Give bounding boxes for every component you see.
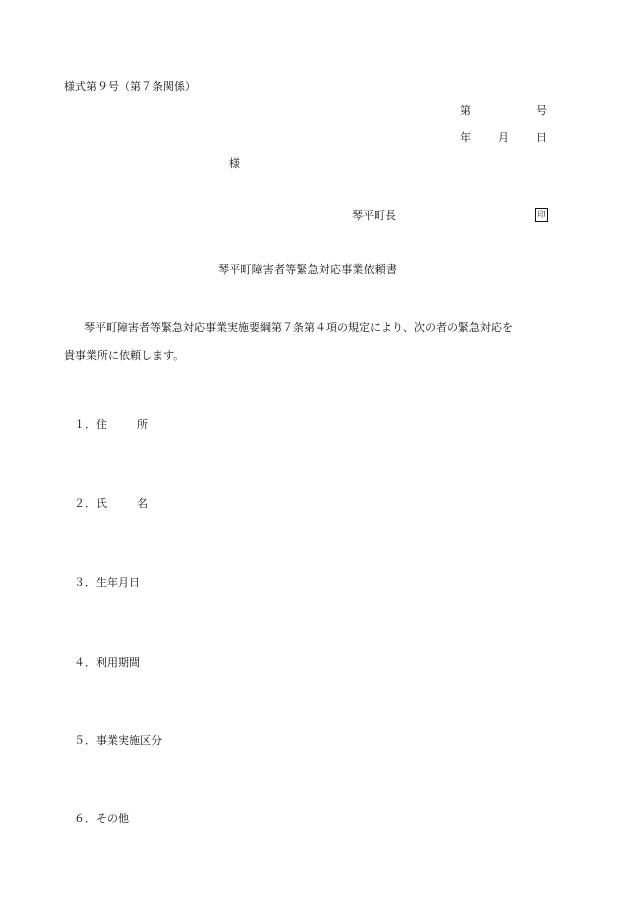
document-number-suffix: 号 <box>536 104 547 117</box>
item-number: ５． <box>74 734 96 747</box>
item-label: 事業実施区分 <box>96 734 162 747</box>
item-number: ２． <box>74 497 96 510</box>
item-service-category <box>74 734 162 748</box>
addressee-suffix: 様 <box>229 157 240 170</box>
item-label-part: 名 <box>137 497 148 510</box>
item-label: その他 <box>96 812 129 825</box>
item-number: ３． <box>74 576 96 589</box>
item-number: １． <box>74 418 96 431</box>
form-number: 様式第９号（第７条関係） <box>64 80 196 93</box>
body-line-1: 琴平町障害者等緊急対応事業実施要綱第７条第４項の規定により、次の者の緊急対応を <box>84 321 513 334</box>
item-birthdate <box>74 576 140 590</box>
date-month-label: 月 <box>498 131 509 144</box>
item-name <box>74 497 148 511</box>
date-day-label: 日 <box>536 131 547 144</box>
body-line-2: 貴事業所に依頼します。 <box>64 349 185 362</box>
item-label: 生年月日 <box>96 576 140 589</box>
item-number: ４． <box>74 656 96 669</box>
item-address <box>74 418 148 432</box>
document-number-prefix: 第 <box>460 104 471 117</box>
item-other <box>74 812 129 826</box>
item-number: ６． <box>74 812 96 825</box>
item-label: 利用期間 <box>96 656 140 669</box>
item-label-part: 氏 <box>96 497 107 510</box>
body-paragraph <box>64 314 564 370</box>
document-title: 琴平町障害者等緊急対応事業依頼書 <box>218 263 398 276</box>
item-label-part: 所 <box>137 418 148 431</box>
sender-name: 琴平町長 <box>352 209 396 222</box>
item-usage-period <box>74 656 140 670</box>
item-label-part: 住 <box>96 418 107 431</box>
date-year-label: 年 <box>460 131 471 144</box>
seal-mark: 印 <box>535 208 548 222</box>
